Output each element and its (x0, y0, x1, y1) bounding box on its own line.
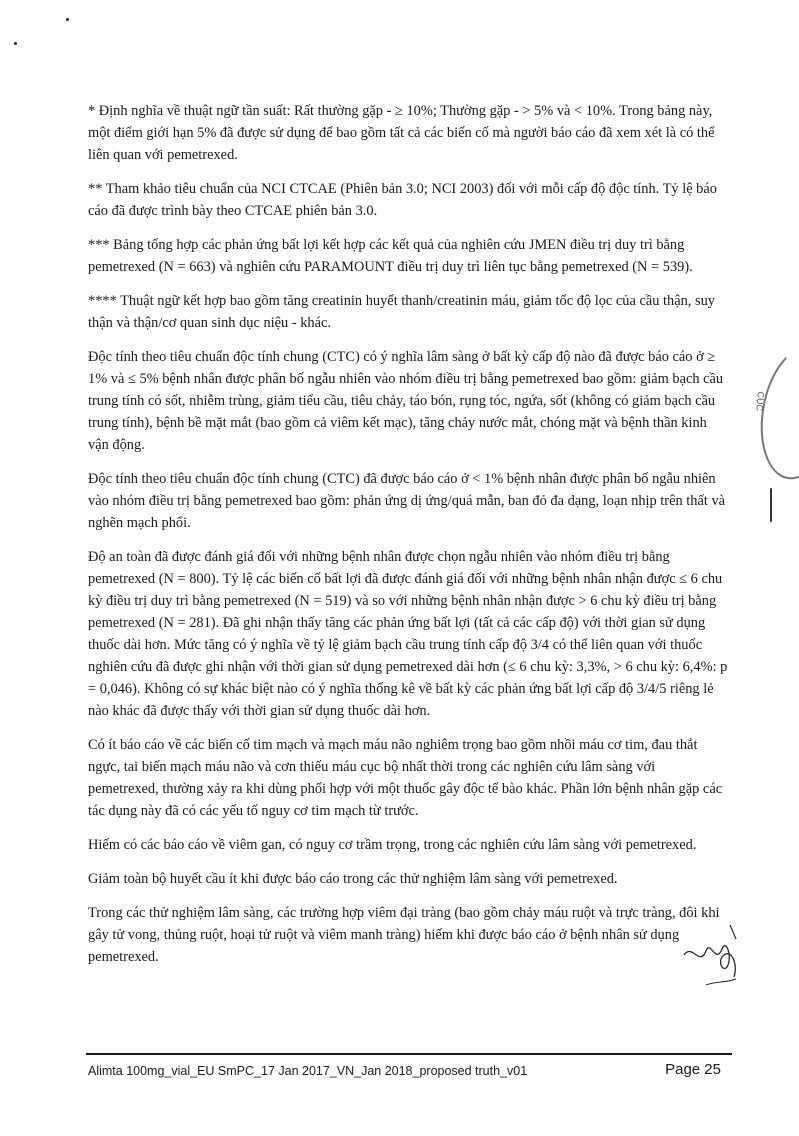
signature-icon (676, 925, 746, 1005)
document-body (88, 100, 728, 980)
footnote-jmen-paramount: *** Bảng tổng hợp các phản ứng bất lợi kết hợp các kết quả của nghiên cứu JMEN điều trị duy trì bằng pemetrexed (N = 663) và nghiên cứu PARAMOUNT điều trị duy trì liên tục bằng pemetrexed (N = 539). (88, 237, 693, 275)
footer-document-id: Alimta 100mg_vial_EU SmPC_17 Jan 2017_VN_Jan 2018_proposed truth_v01 (88, 1064, 528, 1078)
stamp-text: CỤC (754, 391, 766, 412)
scan-speck (66, 18, 69, 21)
paragraph-ctc-1-5-percent: Độc tính theo tiêu chuẩn độc tính chung (CTC) có ý nghĩa lâm sàng ở bất kỳ cấp độ nào đã được báo cáo ở ≥ 1% và ≤ 5% bệnh nhân được phân bố ngẫu nhiên vào nhóm điều trị bằng pemetrexed bao gồm: giảm bạch cầu trung tính có sốt, nhiễm trùng, giảm tiểu cầu, tiêu chảy, táo bón, rụng tóc, ngứa, sốt (không có giảm bạch cầu trung tính), bệnh bề mặt mắt (bao gồm cả viêm kết mạc), tăng chảy nước mắt, chóng mặt và bệnh thần kinh vận động. (88, 349, 724, 453)
paragraph-pancytopenia: Giảm toàn bộ huyết cầu ít khi được báo cáo trong các thử nghiệm lâm sàng với pemetrexed. (88, 871, 618, 887)
footer-rule (86, 1053, 732, 1055)
footnote-nci-ctcae: ** Tham khảo tiêu chuẩn của NCI CTCAE (Phiên bản 3.0; NCI 2003) đối với mỗi cấp độ độc tính. Tỷ lệ báo cáo đã được trình bày theo CTCAE phiên bản 3.0. (88, 181, 717, 219)
footnote-combined-terms: **** Thuật ngữ kết hợp bao gồm tăng creatinin huyết thanh/creatinin máu, giảm tốc độ lọc của cầu thận, suy thận và thận/cơ quan sinh dục niệu - khác. (88, 293, 715, 331)
page-number: Page 25 (665, 1061, 721, 1078)
paragraph-hepatitis: Hiếm có các báo cáo về viêm gan, có nguy cơ trầm trọng, trong các nghiên cứu lâm sàng với pemetrexed. (88, 837, 697, 853)
stamp-arc (751, 341, 799, 486)
edge-mark (770, 488, 772, 522)
footnote-frequency-definition: * Định nghĩa về thuật ngữ tần suất: Rất thường gặp - ≥ 10%; Thường gặp - > 5% và < 10%. Trong bảng này, một điểm giới hạn 5% đã được sử dụng để bao gồm tất cả các biến cố mà người báo cáo đã xem xét là có thể liên quan với pemetrexed. (88, 103, 715, 163)
paragraph-colitis: Trong các thử nghiệm lâm sàng, các trường hợp viêm đại tràng (bao gồm chảy máu ruột và trực tràng, đôi khi gây tử vong, thủng ruột, hoại tử ruột và viêm manh tràng) hiếm khi được báo cáo ở bệnh nhân sử dụng pemetrexed. (88, 905, 720, 965)
paragraph-cardiovascular-events: Có ít báo cáo về các biến cố tim mạch và mạch máu não nghiêm trọng bao gồm nhồi máu cơ tim, đau thắt ngực, tai biến mạch máu não và cơn thiếu máu cục bộ nhất thời trong các nghiên cứu lâm sàng với pemetrexed, thường xảy ra khi dùng phối hợp với một thuốc gây độc tế bào khác. Phần lớn bệnh nhân gặp các tác dụng này đã có các yếu tố nguy cơ tim mạch từ trước. (88, 737, 723, 819)
paragraph-safety-evaluation: Độ an toàn đã được đánh giá đối với những bệnh nhân được chọn ngẫu nhiên vào nhóm điều trị bằng pemetrexed (N = 800). Tỷ lệ các biến cố bất lợi đã được đánh giá đối với những bệnh nhân nhận được ≤ 6 chu kỳ điều trị duy trì bằng pemetrexed (N = 519) và so với những bệnh nhân nhận được > 6 chu kỳ điều trị bằng pemetrexed (N = 281). Đã ghi nhận thấy tăng các phản ứng bất lợi (tất cả các cấp độ) với thời gian sử dụng thuốc dài hơn. Mức tăng có ý nghĩa về tỷ lệ giảm bạch cầu trung tính cấp độ 3/4 có thể liên quan với thuốc nghiên cứu đã được ghi nhận với thời gian sử dụng pemetrexed dài hơn (≤ 6 chu kỳ: 3,3%, > 6 chu kỳ: 6,4%: p = 0,046). Không có sự khác biệt nào có ý nghĩa thống kê về bất kỳ các phản ứng bất lợi cấp độ 3/4/5 riêng lẻ nào khác đã được thấy với thời gian sử dụng thuốc dài hơn. (88, 549, 728, 719)
scan-speck (14, 42, 17, 45)
paragraph-ctc-below-1-percent: Độc tính theo tiêu chuẩn độc tính chung (CTC) đã được báo cáo ở < 1% bệnh nhân được phân bố ngẫu nhiên vào nhóm điều trị bằng pemetrexed bao gồm: phản ứng dị ứng/quá mẫn, ban đỏ đa dạng, loạn nhịp trên thất và nghẽn mạch phổi. (88, 471, 726, 531)
